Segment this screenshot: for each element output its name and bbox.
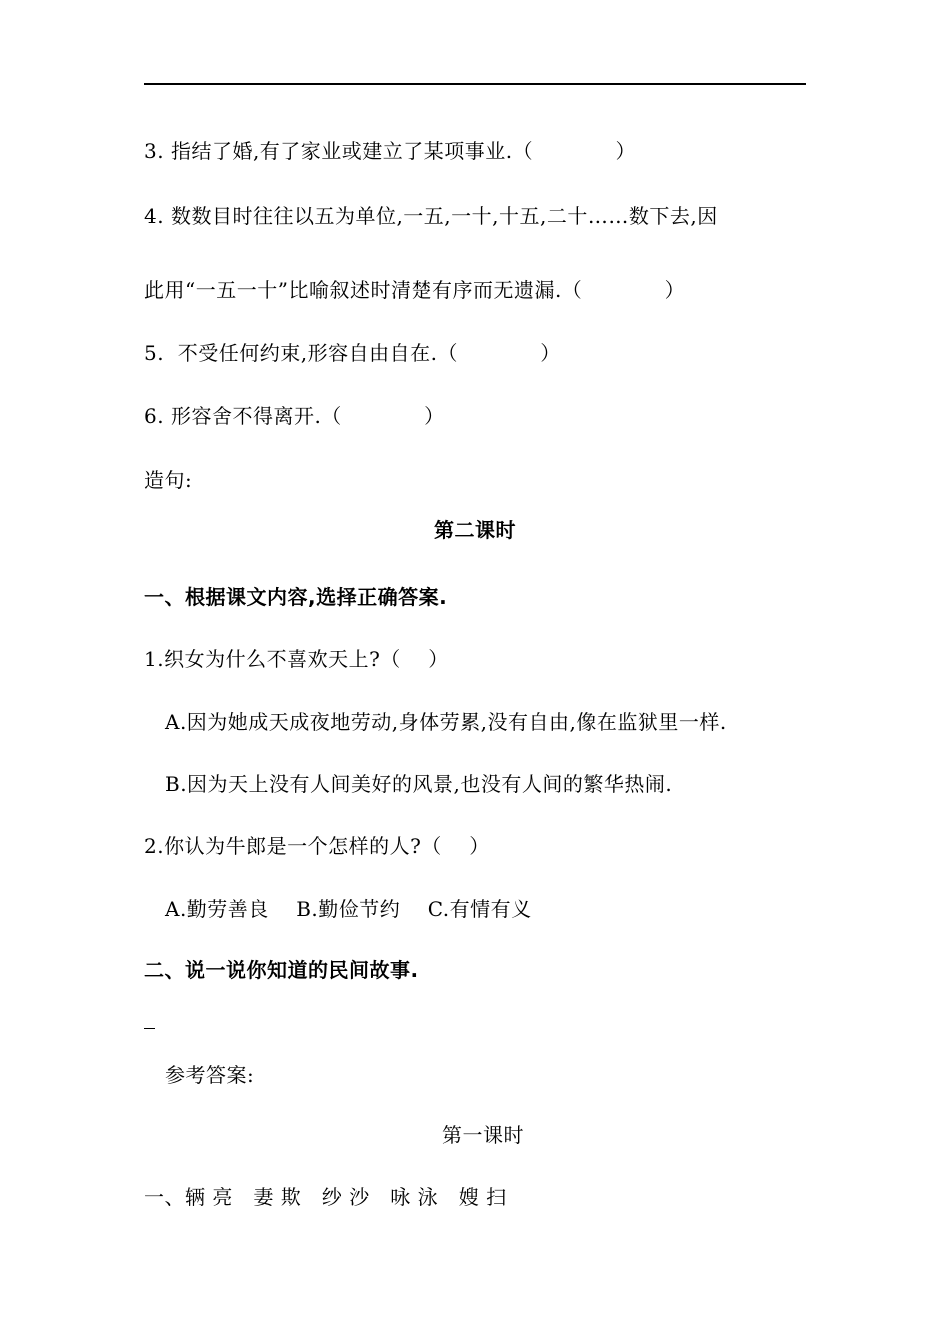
blank-underscore — [144, 1028, 155, 1029]
lesson-2-question-1: 1.织女为什么不喜欢天上?（ ） — [144, 647, 449, 671]
question-5: 5. 不受任何约束,形容自由自在.（ ） — [144, 341, 561, 365]
lesson-2-title: 第二课时 — [434, 518, 516, 542]
lesson-2-question-2: 2.你认为牛郎是一个怎样的人?（ ） — [144, 834, 490, 858]
answers-section-1: 一、辆 亮 妻 欺 纱 沙 咏 泳 嫂 扫 — [144, 1185, 507, 1209]
question-4-line-2: 此用“一五一十”比喻叙述时清楚有序而无遗漏.（ ） — [144, 278, 686, 302]
question-4-line-1: 4. 数数目时往往以五为单位,一五,一十,十五,二十……数下去,因 — [144, 204, 718, 228]
answers-lesson-1-title: 第一课时 — [442, 1123, 524, 1147]
lesson-2-question-1-option-a: A.因为她成天成夜地劳动,身体劳累,没有自由,像在监狱里一样. — [165, 710, 727, 734]
lesson-2-section-1-heading: 一、根据课文内容,选择正确答案. — [144, 585, 448, 609]
answers-label: 参考答案: — [165, 1063, 255, 1087]
question-6: 6. 形容舍不得离开.（ ） — [144, 404, 445, 428]
lesson-2-section-2-heading: 二、说一说你知道的民间故事. — [144, 958, 419, 982]
header-rule — [144, 83, 806, 85]
lesson-2-question-2-options: A.勤劳善良 B.勤俭节约 C.有情有义 — [165, 897, 532, 921]
lesson-2-question-1-option-b: B.因为天上没有人间美好的风景,也没有人间的繁华热闹. — [165, 772, 673, 796]
question-3: 3. 指结了婚,有了家业或建立了某项事业.（ ） — [144, 139, 636, 163]
sentence-label: 造句: — [144, 468, 193, 492]
